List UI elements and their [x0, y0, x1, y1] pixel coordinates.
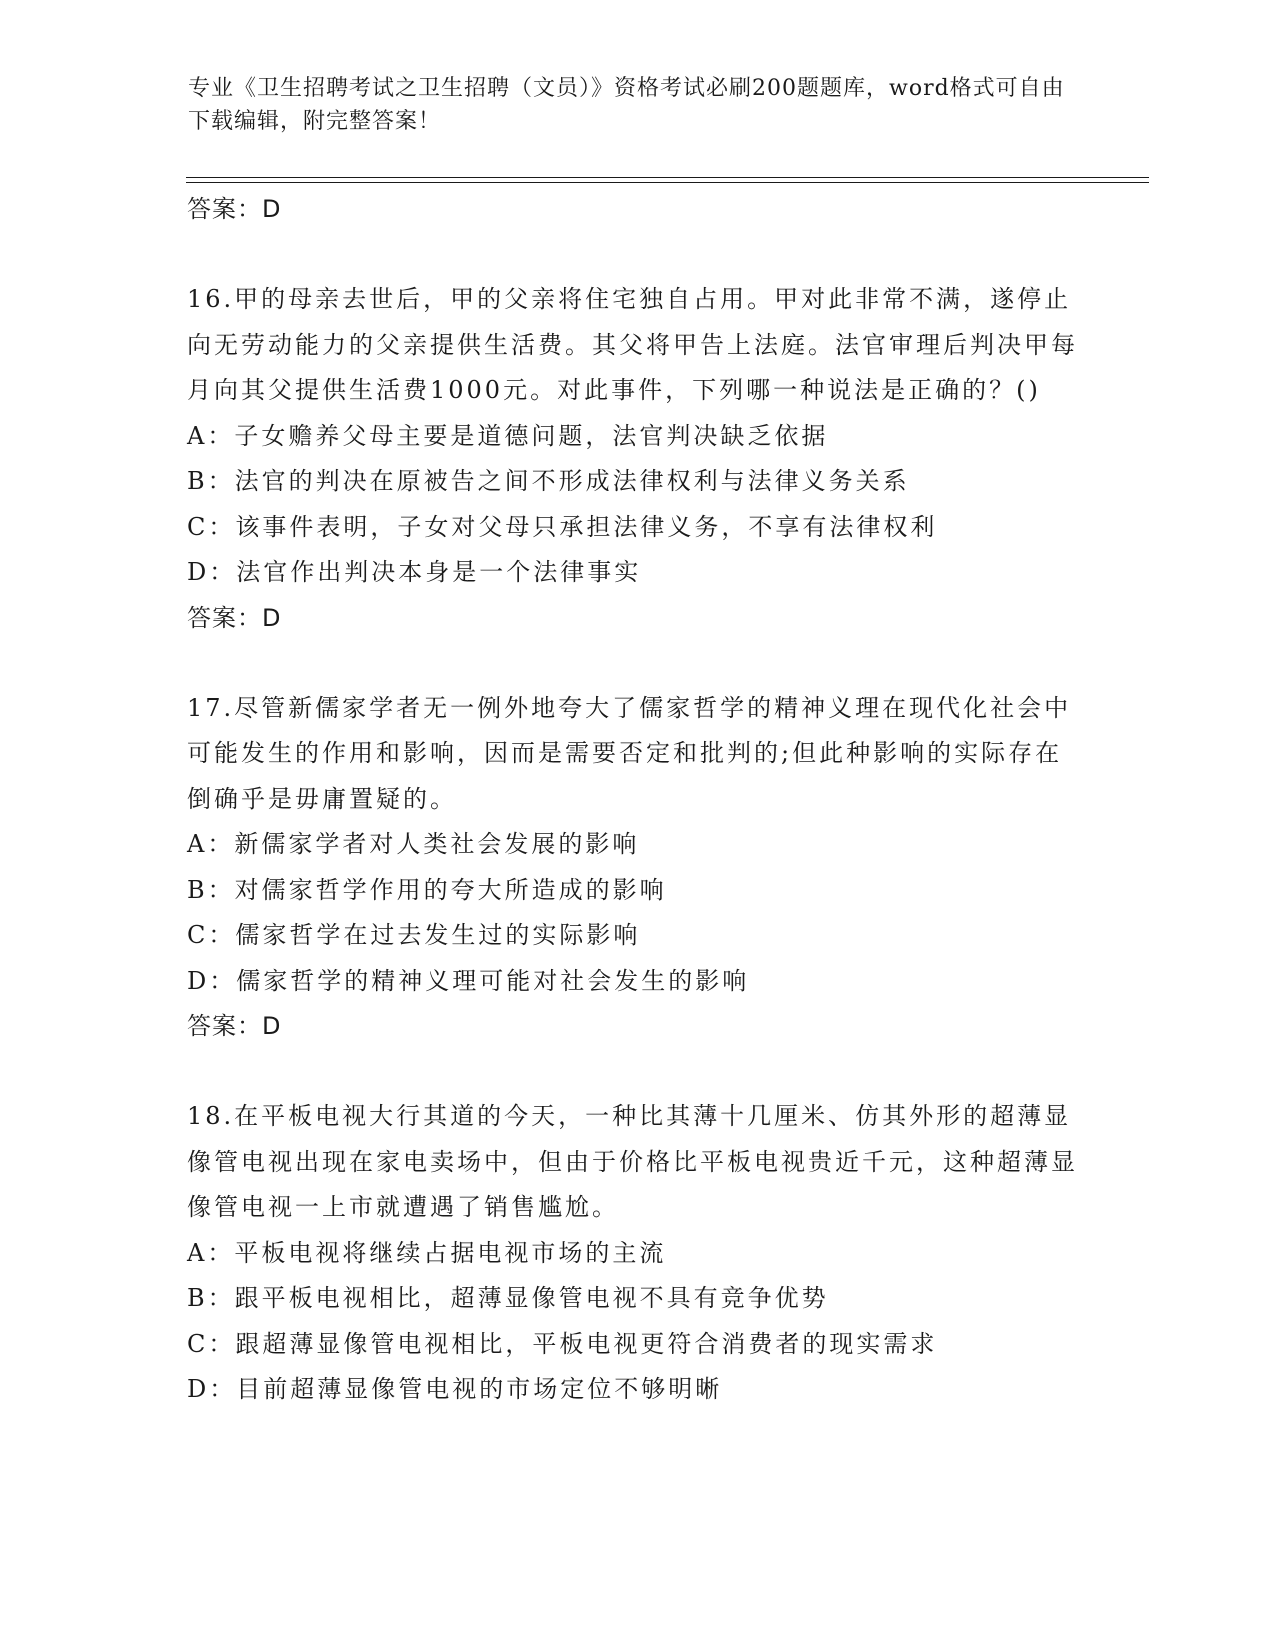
header-rule-bottom: [186, 182, 1149, 183]
option-a: A：子女赡养父母主要是道德问题，法官判决缺乏依据: [187, 421, 829, 450]
option-d: D：儒家哲学的精神义理可能对社会发生的影响: [187, 966, 750, 995]
option-d: D：法官作出判决本身是一个法律事实: [187, 558, 642, 586]
option-c: C：儒家哲学在过去发生过的实际影响: [187, 921, 641, 949]
question-list: [187, 187, 1087, 1413]
option-a: A：平板电视将继续占据电视市场的主流: [187, 1238, 667, 1267]
question-text: 16.甲的母亲去世后，甲的父亲将住宅独自占用。甲对此非常不满，遂停止向无劳动能力的父亲提供生活费。其父将甲告上法庭。法官审理后判决甲每月向其父提供生活费1000元。对此事件，下列哪一种说法是正确的？(): [187, 285, 1078, 404]
question-18: [187, 1094, 1087, 1413]
question-17: [187, 686, 1087, 1050]
page-header: 专业《卫生招聘考试之卫生招聘（文员）》资格考试必刷200题题库，word格式可自由下载编辑，附完整答案！: [188, 76, 1065, 134]
answer: 答案：D: [187, 1012, 282, 1040]
option-b: B：法官的判决在原被告之间不形成法律权利与法律义务关系: [187, 467, 910, 495]
answer: 答案：D: [187, 603, 282, 632]
question-text: 18.在平板电视大行其道的今天，一种比其薄十几厘米、仿其外形的超薄显像管电视出现在家电卖场中，但由于价格比平板电视贵近千元，这种超薄显像管电视一上市就遭遇了销售尴尬。: [187, 1102, 1078, 1221]
header-rule-top: [186, 177, 1149, 178]
question-text: 17.尽管新儒家学者无一例外地夸大了儒家哲学的精神义理在现代化社会中可能发生的作用和影响，因而是需要否定和批判的;但此种影响的实际存在倒确乎是毋庸置疑的。: [187, 693, 1072, 813]
option-c: C：该事件表明，子女对父母只承担法律义务，不享有法律权利: [187, 512, 938, 541]
option-c: C：跟超薄显像管电视相比，平板电视更符合消费者的现实需求: [187, 1329, 938, 1358]
option-d: D：目前超薄显像管电视的市场定位不够明晰: [187, 1375, 723, 1403]
answer-previous: 答案：D: [187, 195, 282, 223]
option-b: B：跟平板电视相比，超薄显像管电视不具有竞争优势: [187, 1284, 829, 1312]
option-a: A：新儒家学者对人类社会发展的影响: [187, 830, 640, 858]
question-16: [187, 277, 1087, 641]
option-b: B：对儒家哲学作用的夸大所造成的影响: [187, 875, 667, 904]
